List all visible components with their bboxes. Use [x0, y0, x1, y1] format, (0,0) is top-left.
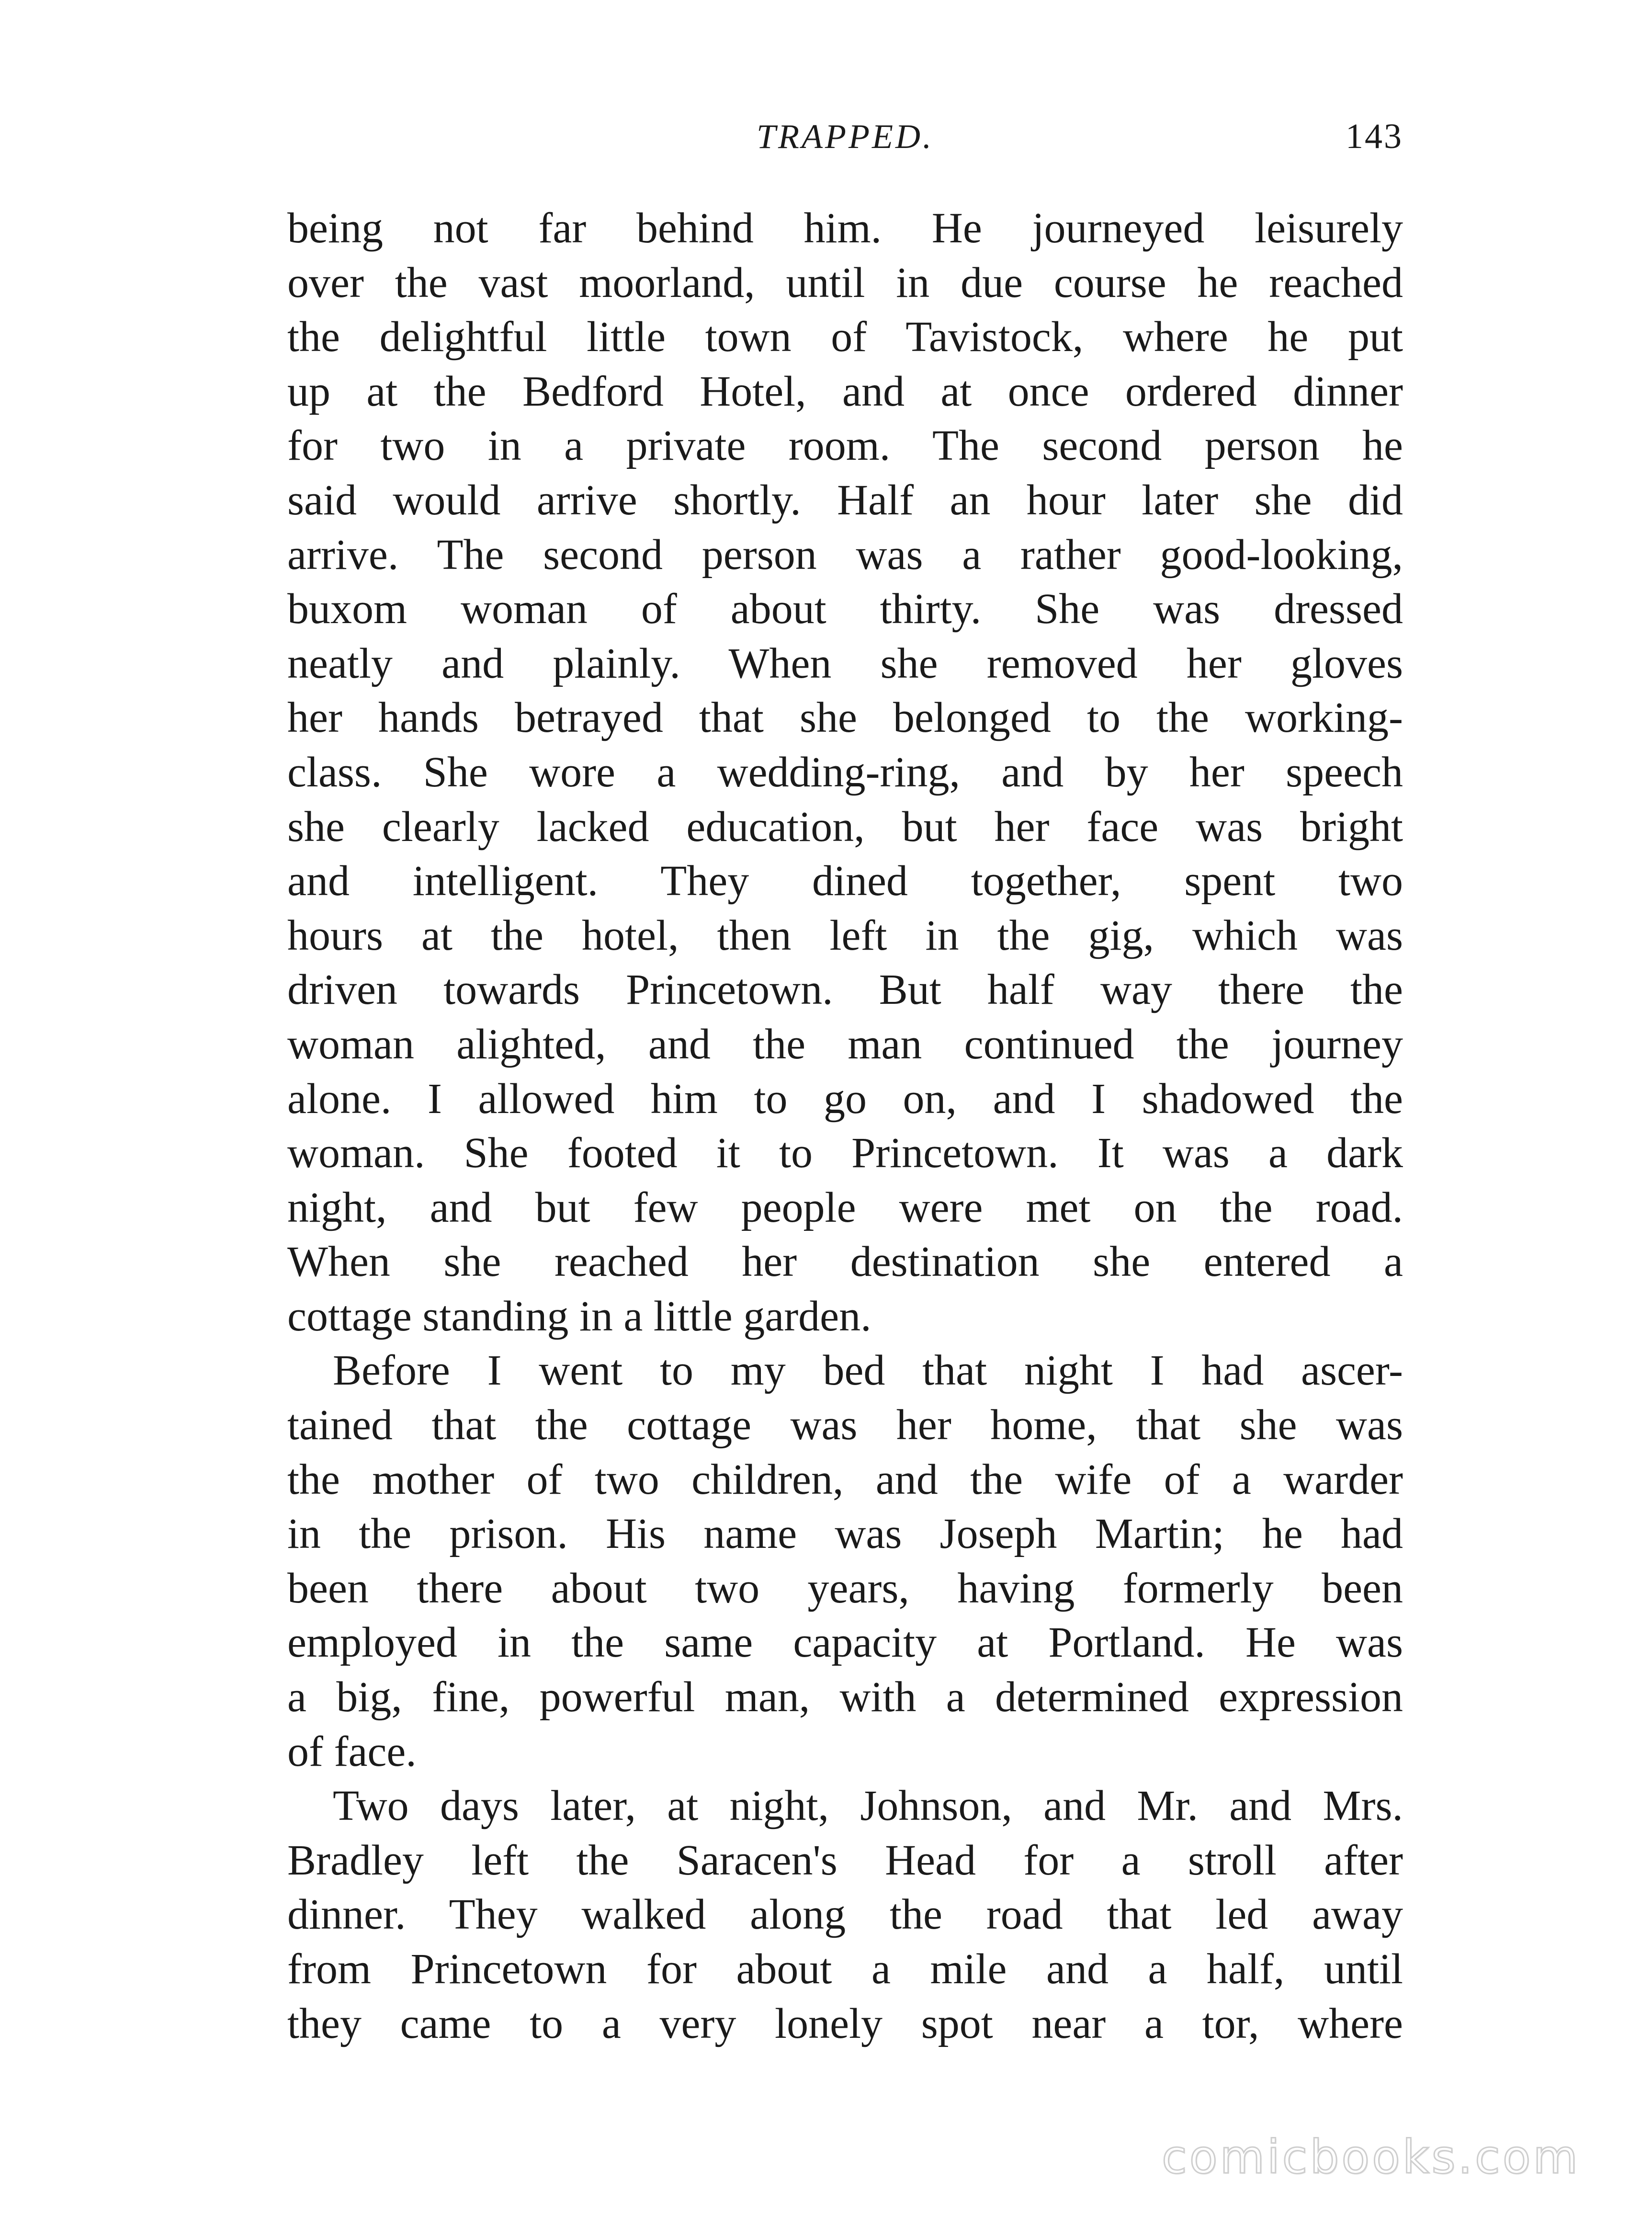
- text-line: the delightful little town of Tavistock, where he put: [287, 313, 1403, 361]
- running-head: [287, 113, 1403, 165]
- text-line: they came to a very lonely spot near a tor, where: [287, 2000, 1403, 2047]
- text-line: from Princetown for about a mile and a half, until: [287, 1945, 1403, 1993]
- text-line: being not far behind him. He journeyed leisurely: [287, 205, 1403, 252]
- text-line: alone. I allowed him to go on, and I shadowed the: [287, 1075, 1403, 1123]
- text-line: and intelligent. They dined together, spent two: [287, 857, 1403, 905]
- text-line: driven towards Princetown. But half way there the: [287, 966, 1403, 1014]
- text-line: Two days later, at night, Johnson, and Mr. and Mrs.: [333, 1782, 1403, 1830]
- text-line: hours at the hotel, then left in the gig, which was: [287, 911, 1403, 959]
- paragraph-1: [287, 201, 1403, 1343]
- text-line: Bradley left the Saracen's Head for a stroll after: [287, 1836, 1403, 1884]
- text-line: the mother of two children, and the wife of a warder: [287, 1455, 1403, 1503]
- text-line: buxom woman of about thirty. She was dressed: [287, 585, 1403, 633]
- text-line: up at the Bedford Hotel, and at once ordered dinner: [287, 367, 1403, 415]
- text-line: When she reached her destination she entered a: [287, 1238, 1403, 1286]
- text-line: she clearly lacked education, but her face was bright: [287, 803, 1403, 851]
- paragraph-3: [287, 1779, 1403, 2051]
- text-line: in the prison. His name was Joseph Martin; he had: [287, 1510, 1403, 1558]
- text-line: night, and but few people were met on the road.: [287, 1183, 1403, 1231]
- text-line: arrive. The second person was a rather good-looking,: [287, 531, 1403, 579]
- text-line: Before I went to my bed that night I had ascer-: [333, 1347, 1403, 1395]
- running-title: TRAPPED.: [757, 117, 934, 156]
- text-line: neatly and plainly. When she removed her gloves: [287, 639, 1403, 687]
- page-number: 143: [1346, 117, 1403, 156]
- text-line: for two in a private room. The second person he: [287, 422, 1403, 470]
- text-line: been there about two years, having formerly been: [287, 1564, 1403, 1612]
- text-line: class. She wore a wedding-ring, and by her speech: [287, 748, 1403, 796]
- text-line: of face.: [287, 1727, 417, 1775]
- text-line: tained that the cottage was her home, that she was: [287, 1401, 1403, 1449]
- text-line: woman alighted, and the man continued the journey: [287, 1020, 1403, 1068]
- text-line: her hands betrayed that she belonged to the working-: [287, 694, 1403, 742]
- text-line: said would arrive shortly. Half an hour later she did: [287, 476, 1403, 524]
- text-line: employed in the same capacity at Portland. He was: [287, 1619, 1403, 1667]
- body-text: [287, 201, 1403, 2051]
- watermark: comicbooks.com: [1161, 2130, 1580, 2184]
- text-line: cottage standing in a little garden.: [287, 1292, 871, 1340]
- text-line: dinner. They walked along the road that led away: [287, 1891, 1403, 1939]
- text-line: over the vast moorland, until in due course he reached: [287, 259, 1403, 307]
- text-line: woman. She footed it to Princetown. It was a dark: [287, 1129, 1403, 1177]
- text-line: a big, fine, powerful man, with a determined expression: [287, 1673, 1403, 1721]
- paragraph-2: [287, 1343, 1403, 1779]
